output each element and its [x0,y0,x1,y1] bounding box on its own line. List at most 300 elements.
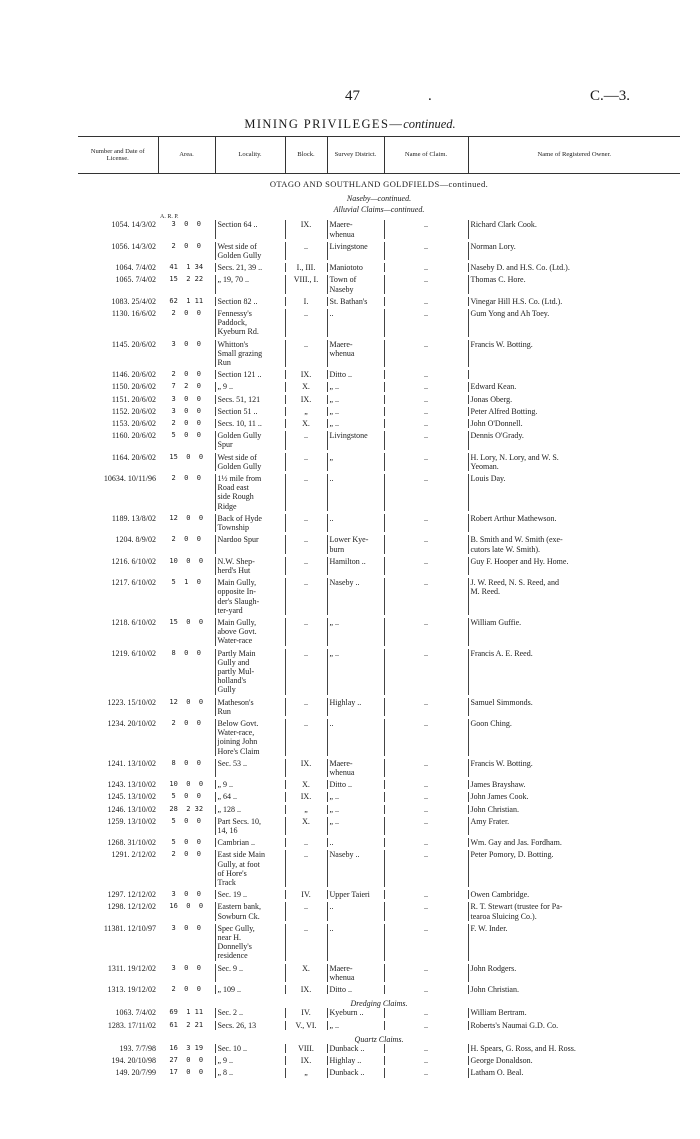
area-cell: 2 0 0 [171,474,201,483]
block-cell: IX. [285,395,327,404]
area-cell: 10 0 0 [169,780,204,789]
locality-cell: Partly Main Gully and partly Mul- holland's Gully [215,649,285,695]
district-cell: „ .. [327,395,384,404]
column-header-claim: Name of Claim. [384,137,468,174]
license-number: 149. [115,1068,130,1078]
locality-cell: N.W. Shep- herd's Hut [215,557,285,575]
column-header-district: Survey District. [327,137,384,174]
area-cell: 28 2 32 [169,804,204,813]
block-cell: .. [285,557,327,575]
area-cell: 62 1 11 [169,296,204,305]
owner-cell: F. W. Inder. [468,924,680,961]
license-date: 6/10/02 [131,617,156,627]
license-cell [78,535,158,553]
locality-cell: „ 9 .. [215,382,285,391]
license-date: 20/6/02 [131,452,156,462]
title-continued: continued. [403,117,456,131]
license-number: 1297. [107,890,126,900]
table-row [78,618,680,646]
license-cell [78,890,158,899]
table-row [78,759,680,777]
block-cell: IX. [285,220,327,238]
owner-cell: James Brayshaw. [468,780,680,789]
license-number: 10634. [103,474,126,484]
district-cell: Upper Taieri [327,890,384,899]
license-number: 1234. [107,718,126,728]
owner-cell: George Donaldson. [468,1056,680,1065]
license-date: 20/10/02 [127,718,156,728]
license-date: 17/11/02 [127,1020,156,1030]
license-date: 20/6/02 [131,431,156,441]
table-row [78,578,680,615]
district-cell: „ .. [327,407,384,416]
arp-heading: A. R. P. [160,214,179,221]
locality-cell: Main Gully, above Govt. Water-race [215,618,285,646]
table-row [78,275,680,293]
district-cell: Naseby .. [327,850,384,887]
area-cell: 41 1 34 [169,263,204,272]
table-row [78,902,680,920]
block-cell: X. [285,964,327,982]
table-row [78,805,680,814]
license-cell [78,395,158,404]
claim-cell: .. [384,850,468,887]
license-date: 13/10/02 [127,804,156,814]
license-number: 1065. [115,275,134,285]
locality-cell: Main Gully, opposite In- der's Slaugh- ter-yard [215,578,285,615]
table-row [78,220,680,238]
block-cell: .. [285,578,327,615]
district-cell: „ [327,453,384,471]
license-cell [78,780,158,789]
license-number: 1217. [111,578,130,588]
locality-cell: „ 128 .. [215,805,285,814]
district-cell: Livingstone [327,431,384,449]
area-cell: 7 2 0 [171,382,201,391]
license-cell [78,474,158,511]
district-cell: Naseby .. [327,578,384,615]
district-cell: Maere- whenua [327,220,384,238]
license-number: 1189. [111,513,130,523]
block-cell: IX. [285,759,327,777]
table-row [78,263,680,272]
license-cell [78,964,158,982]
block-cell: .. [285,453,327,471]
table-row [78,1068,680,1077]
owner-cell: Francis A. E. Reed. [468,649,680,695]
block-cell: IX. [285,985,327,994]
license-cell [78,453,158,471]
block-cell: IX. [285,792,327,801]
district-cell: Highlay .. [327,698,384,716]
license-date: 20/7/99 [131,1068,156,1078]
block-cell: .. [285,850,327,887]
owner-cell: Wm. Gay and Jas. Fordham. [468,838,680,847]
table-row [78,535,680,553]
locality-cell: Whitton's Small grazing Run [215,340,285,368]
block-cell: .. [285,535,327,553]
license-date: 6/10/02 [131,556,156,566]
claim-cell: .. [384,263,468,272]
license-cell [78,817,158,835]
license-date: 7/7/98 [135,1044,156,1054]
license-number: 1219. [111,648,130,658]
license-number: 1130. [111,309,130,319]
license-number: 11381. [103,923,126,933]
license-number: 193. [119,1044,134,1054]
district-cell: „ .. [327,792,384,801]
license-number: 1054. [111,220,130,230]
area-cell: 3 0 0 [171,220,201,229]
owner-cell [468,370,680,379]
district-cell: Dunback .. [327,1044,384,1053]
header-dot: . [428,88,432,104]
claim-cell: .. [384,309,468,337]
column-header-owner: Name of Registered Owner. [468,137,680,174]
claim-cell: .. [384,838,468,847]
block-cell: IV. [285,890,327,899]
owner-cell: Gum Yong and Ah Toey. [468,309,680,337]
area-cell: 2 0 0 [171,985,201,994]
block-cell: .. [285,618,327,646]
license-number: 1241. [107,758,126,768]
table-row [78,557,680,575]
license-cell [78,309,158,337]
locality-cell: Section 82 .. [215,297,285,306]
license-number: 1152. [111,406,130,416]
license-date: 10/11/96 [127,474,156,484]
table-row [78,838,680,847]
owner-cell: John Christian. [468,985,680,994]
area-cell: 2 0 0 [171,419,201,428]
license-date: 20/6/02 [131,339,156,349]
owner-cell: Peter Pomory, D. Botting. [468,850,680,887]
owner-cell: R. T. Stewart (trustee for Pa- tearoa Sluicing Co.). [468,902,680,920]
area-cell: 3 0 0 [171,890,201,899]
block-cell: .. [285,698,327,716]
license-cell [78,370,158,379]
license-number: 1313. [107,985,126,995]
owner-cell: John Rodgers. [468,964,680,982]
license-cell [78,985,158,994]
column-header-locality: Locality. [215,137,285,174]
license-cell [78,578,158,615]
table-body [78,174,680,1081]
row-spacer [78,1078,680,1081]
locality-cell: „ 9 .. [215,1056,285,1065]
owner-cell: Jonas Oberg. [468,395,680,404]
table-row [78,395,680,404]
table-row [78,309,680,337]
owner-cell: Naseby D. and H.S. Co. (Ltd.). [468,263,680,272]
license-date: 16/6/02 [131,309,156,319]
owner-cell: John James Cook. [468,792,680,801]
district-cell: „ .. [327,817,384,835]
claim-cell: .. [384,297,468,306]
district-cell: .. [327,514,384,532]
owner-cell: Owen Cambridge. [468,890,680,899]
claim-cell: .. [384,578,468,615]
block-cell: IV. [285,1008,327,1017]
table-row [78,985,680,994]
area-cell: 2 0 0 [171,309,201,318]
license-number: 1150. [111,382,130,392]
locality-cell: Secs. 21, 39 .. [215,263,285,272]
owner-cell: Roberts's Naumai G.D. Co. [468,1021,680,1030]
locality-cell: Cambrian .. [215,838,285,847]
district-cell: Ditto .. [327,370,384,379]
table-row [78,649,680,695]
license-cell [78,263,158,272]
license-date: 20/6/02 [131,394,156,404]
block-cell: „ [285,407,327,416]
area-cell: 17 0 0 [169,1068,204,1077]
claim-cell: .. [384,792,468,801]
area-cell: 3 0 0 [171,923,201,932]
section-title: OTAGO AND SOUTHLAND GOLDFIELDS—continued. [269,179,489,189]
table-row [78,242,680,260]
license-cell [78,1008,158,1017]
table-row [78,1056,680,1065]
claim-cell: .. [384,1068,468,1077]
license-cell [78,1056,158,1065]
claim-cell: .. [384,698,468,716]
locality-cell: Sec. 53 .. [215,759,285,777]
block-cell: .. [285,902,327,920]
license-date: 12/10/97 [127,923,156,933]
table-row [78,340,680,368]
license-cell [78,514,158,532]
column-header-number: Number and Date of License. [78,137,158,174]
claim-cell: .. [384,805,468,814]
owner-cell: Robert Arthur Mathewson. [468,514,680,532]
block-cell: X. [285,780,327,789]
district-cell: Maere- whenua [327,964,384,982]
district-cell: .. [327,719,384,756]
license-cell [78,719,158,756]
table-row [78,1008,680,1017]
license-number: 1204. [115,535,134,545]
claim-cell: .. [384,535,468,553]
block-cell: IX. [285,370,327,379]
owner-cell: Thomas C. Hore. [468,275,680,293]
district-cell: .. [327,902,384,920]
license-date: 12/12/02 [127,902,156,912]
owner-cell: John O'Donnell. [468,419,680,428]
license-number: 1146. [111,370,130,380]
table-row [78,297,680,306]
license-number: 1311. [107,963,126,973]
locality-cell: West side of Golden Gully [215,242,285,260]
license-date: 2/12/02 [131,850,156,860]
district-cell: Maniototo [327,263,384,272]
area-cell: 12 0 0 [169,513,204,522]
license-number: 1268. [107,838,126,848]
license-date: 7/4/02 [135,263,156,273]
license-number: 1259. [107,816,126,826]
owner-cell: B. Smith and W. Smith (exe- cutors late W. Smith). [468,535,680,553]
district-cell: „ .. [327,1021,384,1030]
locality-cell: Spec Gully, near H. Donnelly's residence [215,924,285,961]
area-cell: 3 0 0 [171,406,201,415]
table-row [78,419,680,428]
table-row [78,850,680,887]
district-cell: Highlay .. [327,1056,384,1065]
license-date: 13/8/02 [131,513,156,523]
claim-cell: .. [384,275,468,293]
district-cell: „ .. [327,618,384,646]
title-main: MINING PRIVILEGES— [244,117,404,131]
license-cell [78,1044,158,1053]
locality-cell: East side Main Gully, at foot of Hore's Track [215,850,285,887]
owner-cell: Vinegar Hill H.S. Co. (Ltd.). [468,297,680,306]
license-date: 20/10/98 [127,1056,156,1066]
district-cell: „ .. [327,419,384,428]
table-row [78,370,680,379]
district-cell: Town of Naseby [327,275,384,293]
claim-cell: .. [384,902,468,920]
license-date: 6/10/02 [131,648,156,658]
owner-cell: Louis Day. [468,474,680,511]
claim-cell: .. [384,340,468,368]
license-number: 1151. [111,394,130,404]
area-cell: 3 0 0 [171,339,201,348]
area-cell: 2 0 0 [171,241,201,250]
block-cell: .. [285,514,327,532]
locality-cell: Matheson's Run [215,698,285,716]
area-cell: 2 0 0 [171,850,201,859]
area-cell: 27 0 0 [169,1056,204,1065]
area-cell: 2 0 0 [171,535,201,544]
page-title [0,117,700,132]
owner-cell: J. W. Reed, N. S. Reed, and M. Reed. [468,578,680,615]
license-date: 6/10/02 [131,578,156,588]
claim-cell: .. [384,1021,468,1030]
table-row [78,474,680,511]
area-cell: 16 3 19 [169,1044,204,1053]
owner-cell: Goon Ching. [468,719,680,756]
license-date: 14/3/02 [131,220,156,230]
block-cell: VIII., I. [285,275,327,293]
locality-cell: Part Secs. 10, 14, 16 [215,817,285,835]
license-date: 19/12/02 [127,963,156,973]
license-date: 14/3/02 [131,241,156,251]
license-number: 1063. [115,1008,134,1018]
table-row [78,924,680,961]
block-cell: V., VI. [285,1021,327,1030]
claim-cell: .. [384,370,468,379]
table-row [78,407,680,416]
license-number: 1291. [111,850,130,860]
table-row [78,698,680,716]
locality-cell: Secs. 51, 121 [215,395,285,404]
license-date: 8/9/02 [135,535,156,545]
locality-cell: Sec. 19 .. [215,890,285,899]
license-cell [78,557,158,575]
locality-cell: Section 51 .. [215,407,285,416]
area-cell: 61 2 21 [169,1020,204,1029]
block-cell: IX. [285,1056,327,1065]
license-cell [78,220,158,238]
license-cell [78,275,158,293]
license-number: 1083. [111,296,130,306]
block-cell: .. [285,838,327,847]
owner-cell: H. Spears, G. Ross, and H. Ross. [468,1044,680,1053]
license-cell [78,1068,158,1077]
license-cell [78,1021,158,1030]
area-cell: 12 0 0 [169,697,204,706]
license-cell [78,850,158,887]
locality-cell: „ 64 .. [215,792,285,801]
locality-cell: „ 8 .. [215,1068,285,1077]
claim-cell: .. [384,817,468,835]
claim-cell: .. [384,985,468,994]
locality-cell: 1½ mile from Road east side Rough Ridge [215,474,285,511]
mining-privileges-table [78,136,680,1081]
license-date: 20/6/02 [131,419,156,429]
area-cell: 5 0 0 [171,816,201,825]
license-cell [78,340,158,368]
owner-cell: Edward Kean. [468,382,680,391]
claim-cell: .. [384,618,468,646]
claim-cell: .. [384,407,468,416]
owner-cell: Richard Clark Cook. [468,220,680,238]
owner-cell: Dennis O'Grady. [468,431,680,449]
owner-cell: John Christian. [468,805,680,814]
license-cell [78,698,158,716]
subsection-heading [78,1033,680,1044]
license-cell [78,838,158,847]
area-cell: 8 0 0 [171,648,201,657]
subsection-heading-text: Quartz Claims. [354,1034,404,1044]
license-number: 1153. [111,419,130,429]
license-number: 194. [111,1056,126,1066]
district-cell: .. [327,309,384,337]
district-cell: „ .. [327,805,384,814]
table-row [78,964,680,982]
owner-cell: Amy Frater. [468,817,680,835]
license-date: 20/6/02 [131,370,156,380]
area-cell: 15 0 0 [169,617,204,626]
area-cell: 16 0 0 [169,902,204,911]
claim-cell: .. [384,431,468,449]
license-number: 1218. [111,617,130,627]
claim-cell: .. [384,382,468,391]
owner-cell: Latham O. Beal. [468,1068,680,1077]
claim-cell: .. [384,1008,468,1017]
block-cell: I. [285,297,327,306]
block-cell: .. [285,242,327,260]
license-cell [78,902,158,920]
license-number: 1160. [111,431,130,441]
district-cell: Hamilton .. [327,557,384,575]
claim-cell: .. [384,220,468,238]
block-cell: .. [285,719,327,756]
column-header-block: Block. [285,137,327,174]
license-date: 25/4/02 [131,296,156,306]
claim-cell: .. [384,453,468,471]
locality-cell: „ 109 .. [215,985,285,994]
license-cell [78,618,158,646]
license-date: 15/10/02 [127,697,156,707]
locality-cell: „ 19, 70 .. [215,275,285,293]
table-row [78,780,680,789]
license-date: 19/12/02 [127,985,156,995]
claim-cell: .. [384,395,468,404]
district-cell: „ .. [327,382,384,391]
claim-cell: .. [384,419,468,428]
block-cell: .. [285,431,327,449]
